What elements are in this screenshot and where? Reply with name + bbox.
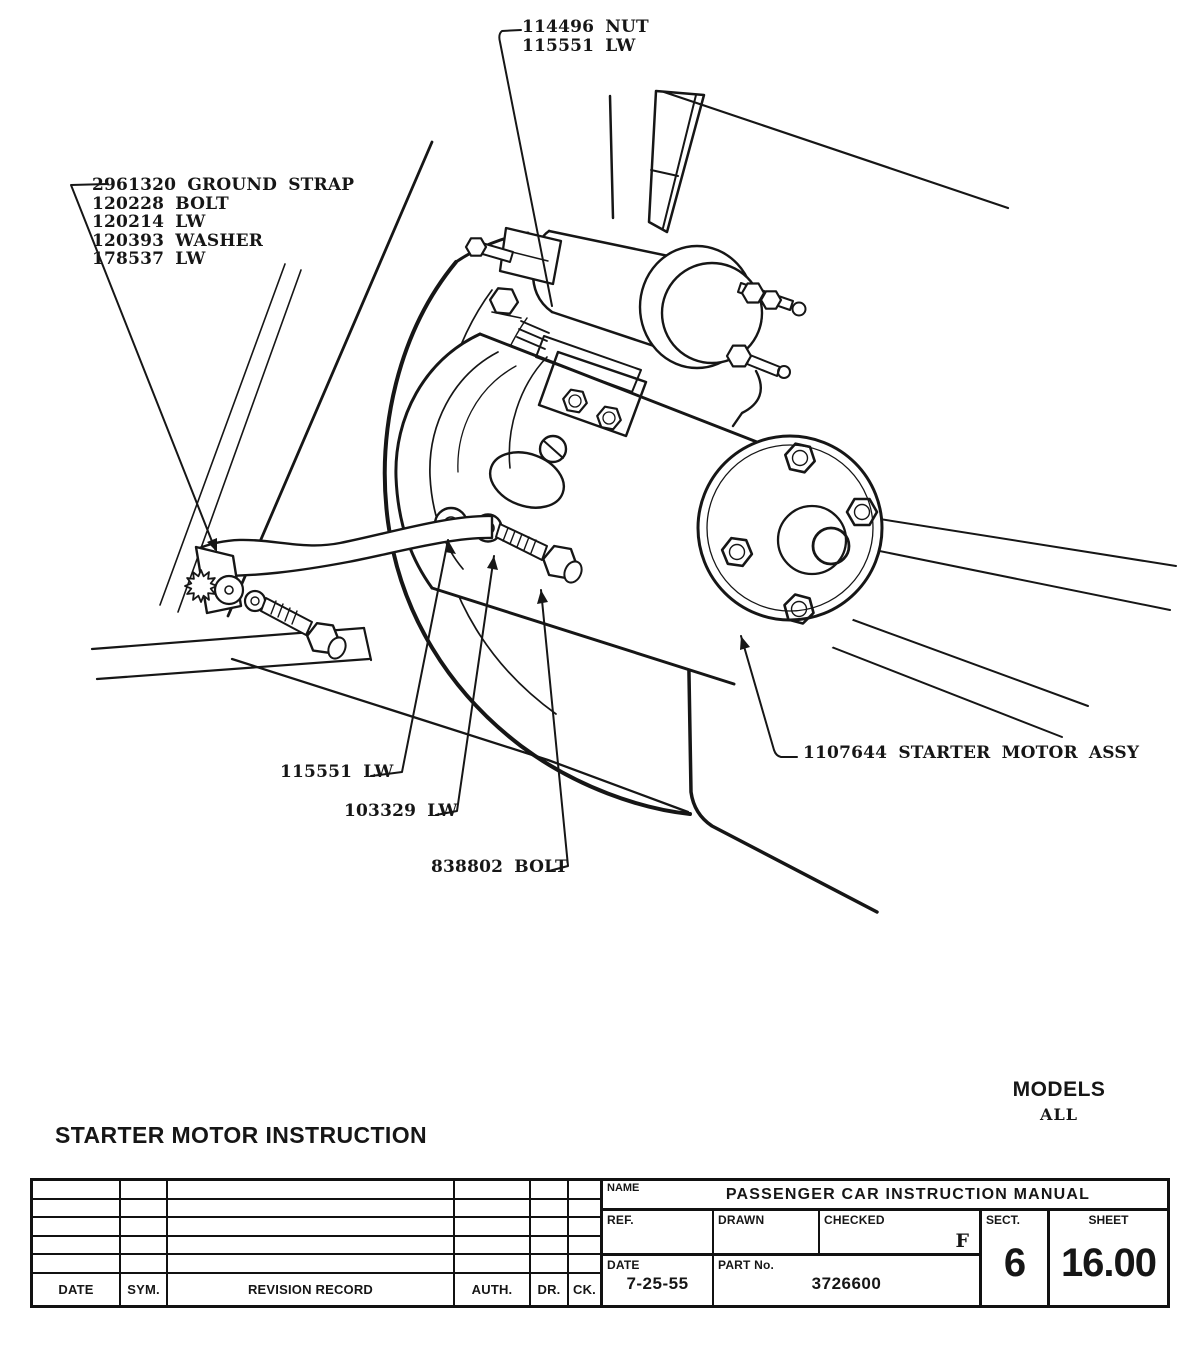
checked-cell — [820, 1211, 979, 1253]
sheet-value: 16.00 — [1060, 1240, 1157, 1285]
callout-line: 120214 LW — [92, 212, 206, 232]
models-block — [1004, 1078, 1114, 1124]
revision-cell — [121, 1181, 168, 1198]
revision-cell — [455, 1255, 531, 1272]
revision-cell — [569, 1255, 600, 1272]
revision-row — [33, 1237, 600, 1256]
revision-date-header: DATE — [33, 1274, 121, 1305]
revision-cell — [33, 1181, 121, 1198]
revision-cell — [531, 1200, 569, 1217]
revision-cell — [531, 1181, 569, 1198]
sheet-cell — [1050, 1211, 1167, 1305]
manual-name: PASSENGER CAR INSTRUCTION MANUAL — [725, 1185, 1091, 1203]
page-title: STARTER MOTOR INSTRUCTION — [55, 1122, 428, 1148]
revision-cell — [569, 1181, 600, 1198]
callout-lockwasher-103329: 103329 LW — [344, 801, 458, 821]
revision-cell — [569, 1237, 600, 1254]
revision-cell — [168, 1237, 455, 1254]
starter-end-cap — [698, 436, 882, 624]
revision-sym-header: SYM. — [121, 1274, 168, 1305]
callout-lockwasher-115551: 115551 LW — [280, 762, 394, 782]
revision-header-row — [33, 1274, 600, 1305]
revision-cell — [33, 1218, 121, 1235]
revision-dr-header: DR. — [531, 1274, 569, 1305]
drawn-label: DRAWN — [718, 1213, 765, 1227]
callout-line: 120393 WASHER — [92, 230, 264, 251]
checked-label: CHECKED — [824, 1213, 885, 1227]
callout-line: 2961320 GROUND STRAP — [92, 175, 355, 195]
callout-line: 115551 LW — [522, 35, 636, 56]
title-block-right — [603, 1181, 1167, 1305]
revision-row — [33, 1255, 600, 1274]
date-value: 7-25-55 — [626, 1274, 689, 1293]
sheet-label: SHEET — [1088, 1213, 1129, 1227]
checked-value: F — [955, 1230, 969, 1252]
revision-row — [33, 1181, 600, 1200]
ref-label: REF. — [607, 1213, 634, 1227]
revision-row — [33, 1218, 600, 1237]
sect-label: SECT. — [986, 1213, 1021, 1227]
revision-cell — [33, 1255, 121, 1272]
revision-cell — [121, 1255, 168, 1272]
revision-cell — [455, 1237, 531, 1254]
revision-auth-header: AUTH. — [455, 1274, 531, 1305]
part-number-cell — [714, 1256, 979, 1305]
date-label: DATE — [607, 1258, 640, 1272]
models-label: MODELS — [1012, 1078, 1106, 1101]
callout-line: 114496 NUT — [522, 17, 649, 37]
revision-cell — [33, 1237, 121, 1254]
revision-cell — [531, 1255, 569, 1272]
revision-cell — [531, 1237, 569, 1254]
sect-cell — [982, 1211, 1050, 1305]
ref-cell — [603, 1211, 714, 1253]
part-number-label: PART No. — [718, 1258, 775, 1272]
drawn-cell — [714, 1211, 820, 1253]
part-number-value: 3726600 — [811, 1274, 882, 1293]
date-cell — [603, 1256, 714, 1305]
revision-cell — [455, 1200, 531, 1217]
models-value: ALL — [1040, 1105, 1078, 1124]
revision-cell — [168, 1200, 455, 1217]
revision-cell — [168, 1218, 455, 1235]
revision-cell — [121, 1200, 168, 1217]
revision-cell — [168, 1181, 455, 1198]
revision-cell — [455, 1181, 531, 1198]
callout-line: 178537 LW — [92, 249, 206, 269]
name-row — [603, 1181, 1167, 1211]
revision-cell — [569, 1218, 600, 1235]
revision-ck-header: CK. — [573, 1281, 596, 1297]
sect-value: 6 — [1003, 1240, 1026, 1285]
callout-ground-strap — [92, 176, 354, 269]
title-block — [30, 1178, 1170, 1308]
revision-cell — [121, 1218, 168, 1235]
revision-cell — [168, 1255, 455, 1272]
name-label: NAME — [607, 1182, 640, 1194]
callout-nut-114496 — [522, 18, 649, 55]
revision-row — [33, 1200, 600, 1219]
revision-cell — [569, 1200, 600, 1217]
revision-record-table — [33, 1181, 603, 1305]
revision-cell — [33, 1200, 121, 1217]
callout-starter-motor-assy: 1107644 STARTER MOTOR ASSY — [803, 743, 1140, 763]
revision-record-header: REVISION RECORD — [168, 1274, 455, 1305]
revision-cell — [121, 1237, 168, 1254]
revision-cell — [455, 1218, 531, 1235]
callout-line: 120228 BOLT — [92, 193, 229, 214]
revision-cell — [531, 1218, 569, 1235]
callout-bolt-838802: 838802 BOLT — [431, 857, 568, 877]
